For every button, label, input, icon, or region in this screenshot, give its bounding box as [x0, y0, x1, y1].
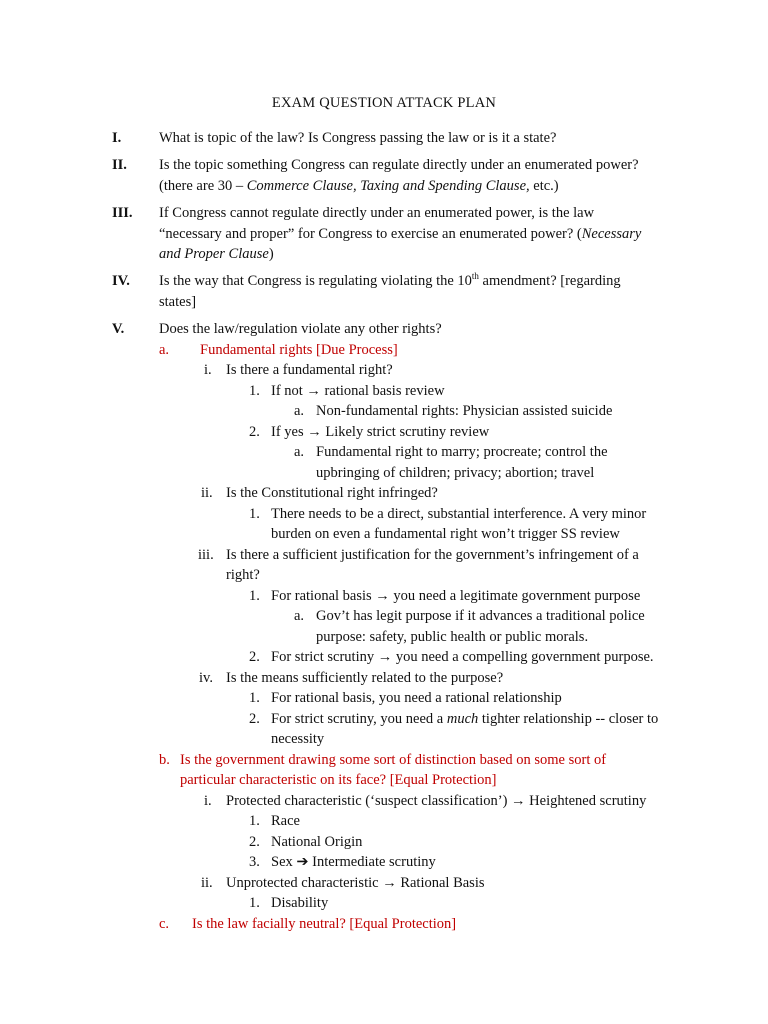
item-marker: ii. [201, 874, 213, 891]
subsection-marker: c. [159, 915, 170, 932]
section-text: If Congress cannot regulate directly under an enumerated power, is the law [159, 205, 595, 221]
item-marker: 1. [249, 587, 260, 604]
item-marker: i. [204, 792, 212, 809]
subsection-heading: Is the law facially neutral? [Equal Protection] [192, 915, 457, 932]
subsection-marker: b. [159, 751, 170, 768]
item-marker: iii. [198, 546, 214, 563]
section-text: Is the way that Congress is regulating violating the 10th amendment? [regarding [159, 271, 621, 289]
item-text: Is the Constitutional right infringed? [226, 485, 438, 501]
page-title: EXAM QUESTION ATTACK PLAN [271, 95, 497, 111]
item-marker: ii. [201, 485, 213, 501]
subsection-marker: a. [159, 341, 170, 358]
item-text: Unprotected characteristic → Rational Basis [226, 874, 485, 891]
subsection-heading: Fundamental rights [Due Process] [200, 341, 398, 358]
item-text: There needs to be a direct, substantial interference. A very minor [271, 505, 647, 522]
section-number: III. [112, 205, 133, 221]
section-text: Does the law/regulation violate any other rights? [159, 321, 442, 337]
list-item: Disability [271, 895, 329, 911]
item-marker: a. [294, 608, 305, 624]
item-text: Gov’t has legit purpose if it advances a traditional police [316, 608, 645, 624]
item-text-continued: purpose: safety, public health or public morals. [316, 628, 589, 645]
section-number: IV. [112, 273, 130, 289]
section-number: V. [112, 321, 125, 337]
section-text-continued: “necessary and proper” for Congress to exercise an enumerated power? (Necessary [159, 225, 642, 242]
section-number: I. [112, 130, 122, 146]
item-text: Is there a fundamental right? [226, 362, 393, 378]
item-text: Non-fundamental rights: Physician assisted suicide [316, 403, 613, 419]
item-marker: 1. [249, 895, 260, 911]
item-marker: a. [294, 403, 305, 419]
item-text: For rational basis → you need a legitimate government purpose [271, 587, 641, 604]
item-text: For strict scrutiny, you need a much tighter relationship -- closer to [271, 710, 659, 727]
item-text: If not → rational basis review [271, 382, 445, 399]
section-text: Is the topic something Congress can regulate directly under an enumerated power? [159, 157, 639, 173]
item-marker: 1. [249, 690, 260, 706]
item-text: For strict scrutiny → you need a compelling government purpose. [271, 649, 654, 665]
section-number: II. [112, 157, 127, 173]
section-text-continued: (there are 30 – Commerce Clause, Taxing and Spending Clause, etc.) [159, 177, 559, 194]
item-marker: 1. [249, 382, 260, 399]
item-text-continued: right? [226, 567, 260, 583]
item-marker: 2. [249, 710, 260, 727]
item-marker: 2. [249, 423, 260, 440]
item-text: Is there a sufficient justification for the government’s infringement of a [226, 546, 639, 563]
item-marker: i. [204, 362, 212, 378]
item-text-continued: burden on even a fundamental right won’t trigger SS review [271, 526, 620, 542]
subsection-heading-continued: particular characteristic on its face? [Equal Protection] [180, 772, 497, 788]
item-marker: 1. [249, 813, 260, 829]
item-marker: 3. [249, 854, 260, 870]
item-marker: 1. [249, 505, 260, 522]
item-marker: a. [294, 444, 305, 460]
section-text: What is topic of the law? Is Congress passing the law or is it a state? [159, 130, 557, 146]
item-text: For rational basis, you need a rational relationship [271, 690, 562, 706]
list-item: Race [271, 813, 300, 829]
subsection-heading: Is the government drawing some sort of distinction based on some sort of [180, 751, 607, 768]
item-text: Is the means sufficiently related to the purpose? [226, 669, 504, 686]
item-text: If yes → Likely strict scrutiny review [271, 423, 490, 440]
item-text-continued: upbringing of children; privacy; abortion; travel [316, 464, 595, 481]
section-text-continued: and Proper Clause) [159, 246, 274, 262]
list-item: Sex ➔ Intermediate scrutiny [271, 854, 436, 870]
section-text-continued: states] [159, 293, 197, 310]
item-marker: 2. [249, 833, 260, 850]
list-item: National Origin [271, 833, 363, 850]
item-text: Fundamental right to marry; procreate; control the [316, 444, 608, 460]
item-text: Protected characteristic (‘suspect classification’) → Heightened scrutiny [226, 792, 647, 809]
item-marker: 2. [249, 649, 260, 665]
item-text-continued: necessity [271, 731, 325, 747]
item-marker: iv. [199, 669, 213, 686]
